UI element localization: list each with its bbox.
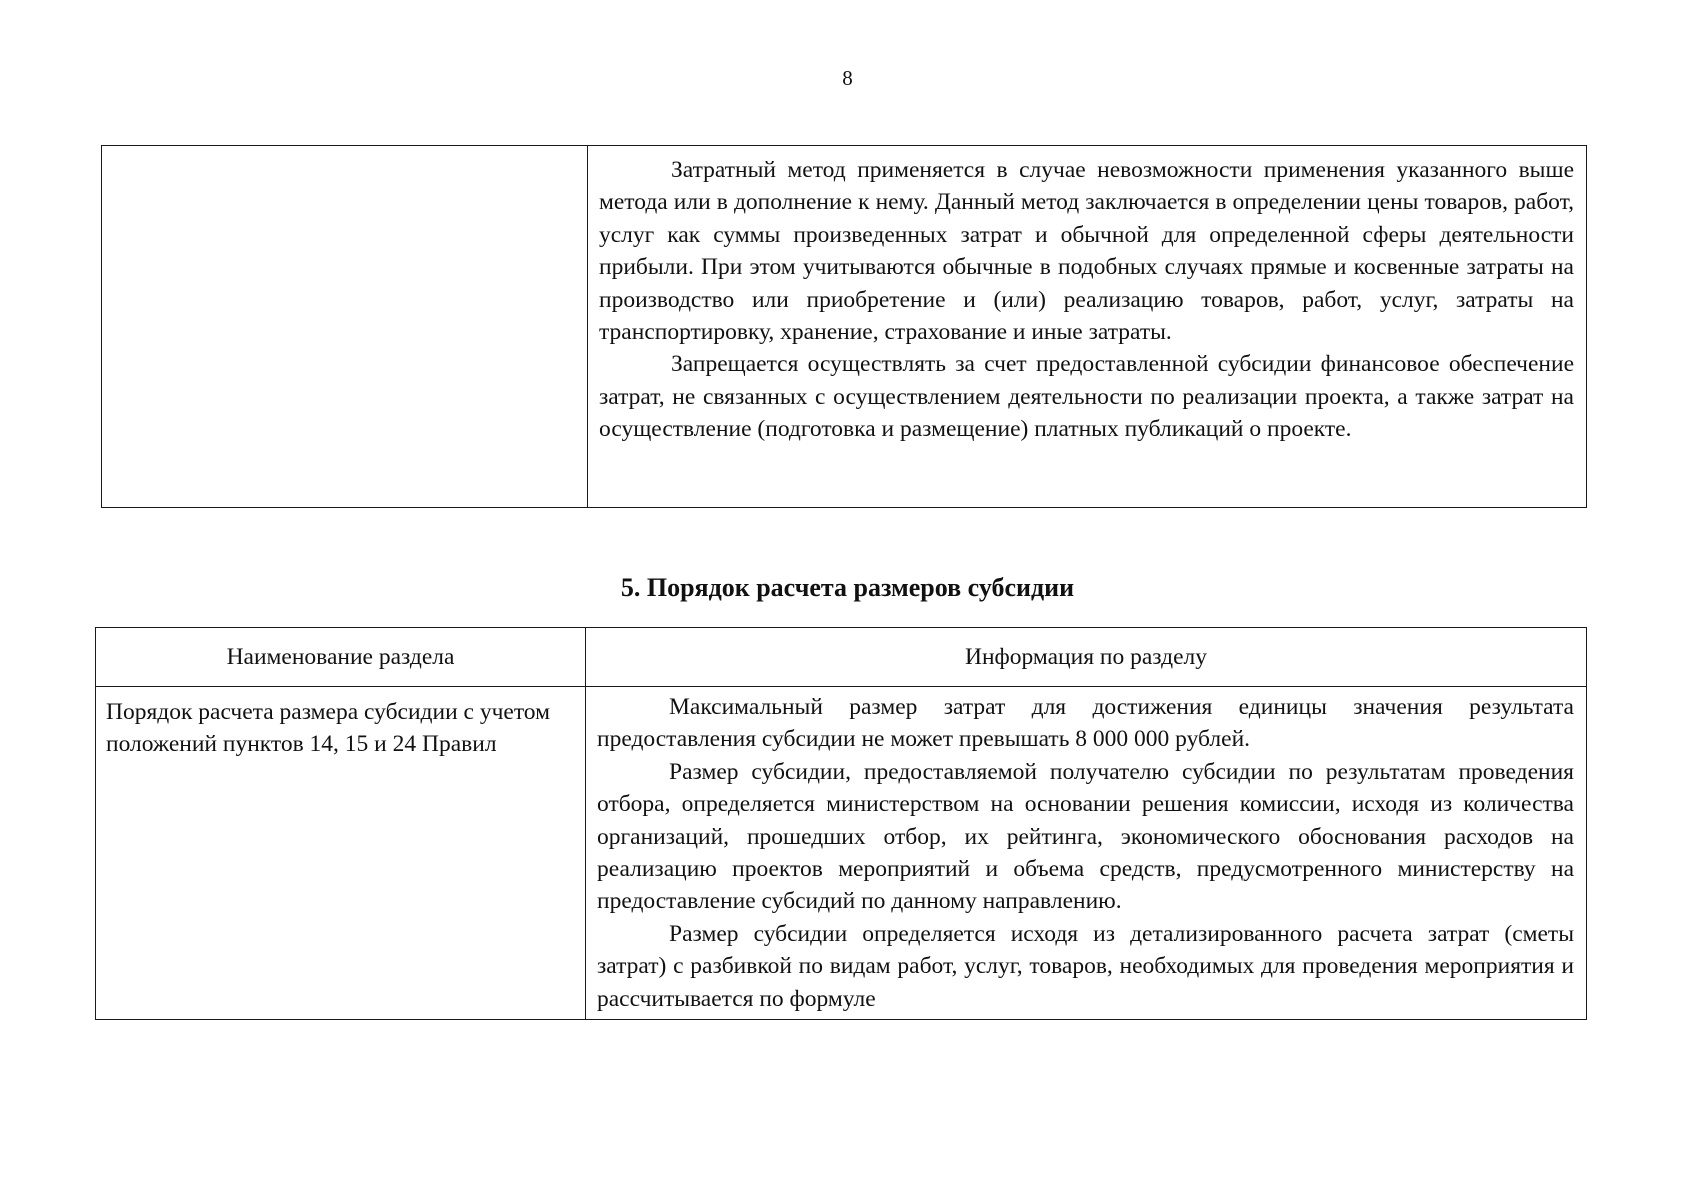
cost-method-paragraph: Затратный метод применяется в случае невозможности применения указанного выше метода или в дополнение к нему. Данный метод заключается в определении цены товаров, работ, услуг как суммы произведенных затрат и обычной для определенной сферы деятельности прибыли. При этом учитываются обычные в подобных случаях прямые и косвенные затраты на производство или приобретение и (или) реализацию товаров, работ, услуг, затраты на транспортировку, хранение, страхование и иные затраты. (599, 157, 1574, 346)
section-heading: 5. Порядок расчета размеров субсидии (620, 573, 1075, 602)
section-info-cell (586, 687, 1587, 1020)
table-row (96, 687, 1587, 1020)
info-cell (588, 146, 1587, 508)
column-header-name: Наименование раздела (96, 628, 586, 687)
empty-name-cell (102, 146, 588, 508)
formula-paragraph: Размер субсидии определяется исходя из детализированного расчета затрат (сметы затрат) с разбивкой по видам работ, услуг, товаров, необходимых для проведения мероприятия и рассчитывается по формуле (597, 920, 1574, 1012)
subsidy-size-paragraph: Размер субсидии, предоставляемой получателю субсидии по результатам проведения отбора, определяется министерством на основании решения комиссии, исходя из количества организаций, прошедших отбор, их рейтинга, экономического обоснования расходов на реализацию проектов мероприятий и объема средств, предусмотренного министерству на предоставление субсидий по данному направлению. (597, 758, 1574, 915)
continuation-table (101, 145, 1587, 508)
subsidy-calculation-table (95, 627, 1587, 1020)
table-row (102, 146, 1587, 508)
max-cost-paragraph: Максимальный размер затрат для достижения единицы значения результата предоставления субсидии не может превышать 8 000 000 рублей. (597, 694, 1574, 753)
table-header-row (96, 628, 1587, 687)
section-name-cell: Порядок расчета размера субсидии с учетом положений пунктов 14, 15 и 24 Правил (96, 687, 586, 1020)
column-header-info: Информация по разделу (586, 628, 1587, 687)
page-number: 8 (842, 66, 853, 90)
prohibition-paragraph: Запрещается осуществлять за счет предоставленной субсидии финансовое обеспечение затрат, не связанных с осуществлением деятельности по реализации проекта, а также затрат на осуществление (подготовка и размещение) платных публикаций о проекте. (599, 351, 1574, 443)
